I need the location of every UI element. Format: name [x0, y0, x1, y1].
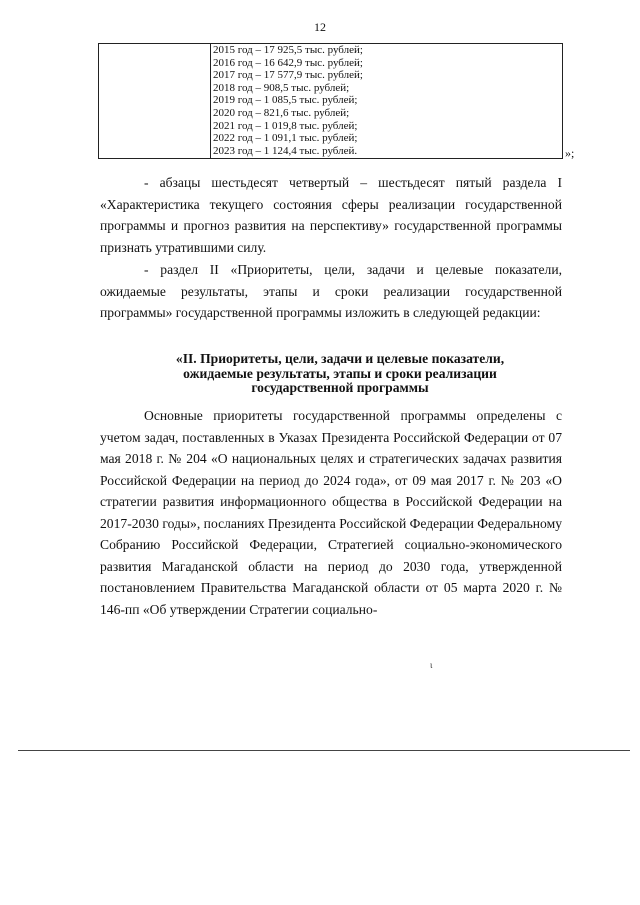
funding-line: 2017 год – 17 577,9 тыс. рублей;	[213, 69, 363, 82]
paragraph-section-two-restate: - раздел II «Приоритеты, цели, задачи и целевые показатели, ожидаемые результаты, этапы и сроки реализации государственной программы» государственной программы изложить в следующей редакции:	[100, 262, 562, 320]
funding-line: 2022 год – 1 091,1 тыс. рублей;	[213, 132, 358, 145]
funding-lines-cell	[213, 44, 363, 157]
funding-line: 2018 год – 908,5 тыс. рублей;	[213, 81, 350, 94]
funding-line: 2020 год – 821,6 тыс. рублей;	[213, 106, 350, 119]
funding-line: 2015 год – 17 925,5 тыс. рублей;	[213, 44, 363, 56]
page-number: 12	[314, 20, 326, 34]
paragraph-priorities: Основные приоритеты государственной программы определены с учетом задач, поставленных в Указах Президента Российской Федерации от 07 мая 2018 г. № 204 «О национальных целях и стратегических задачах развития Российской Федерации на период до 2024 года», от 09 мая 2017 г. № 203 «О стратегии развития информационного общества в Российской Федерации на 2017-2030 годы», посланиях Президента Российской Федерации Федеральному Собранию Российской Федерации, Стратегией социально-экономического развития Магаданской области на период до 2030 года, утвержденной постановлением Правительства Магаданской области от 05 марта 2020 г. № 146-пп «Об утверждении Стратегии социально-	[100, 408, 562, 617]
funding-line: 2021 год – 1 019,8 тыс. рублей;	[213, 119, 358, 132]
funding-table	[98, 43, 563, 159]
paragraph-sections-repeal: - абзацы шестьдесят четвертый – шестьдесят пятый раздела I «Характеристика текущего состояния сферы реализации государственной программы и прогноз развития на перспективу» государственной программы признать утратившими силу.	[100, 175, 562, 255]
section-heading: «II. Приоритеты, цели, задачи и целевые показатели, ожидаемые результаты, этапы и сроки реализации государственной программы	[175, 351, 505, 395]
funding-line: 2023 год – 1 124,4 тыс. рублей.	[213, 144, 358, 157]
funding-line: 2016 год – 16 642,9 тыс. рублей;	[213, 56, 363, 69]
table-closing-quote: »;	[565, 146, 575, 160]
table-column-divider	[210, 44, 211, 158]
funding-line: 2019 год – 1 085,5 тыс. рублей;	[213, 94, 358, 107]
stray-mark: ι	[430, 660, 433, 670]
scan-bottom-rule	[18, 750, 630, 751]
